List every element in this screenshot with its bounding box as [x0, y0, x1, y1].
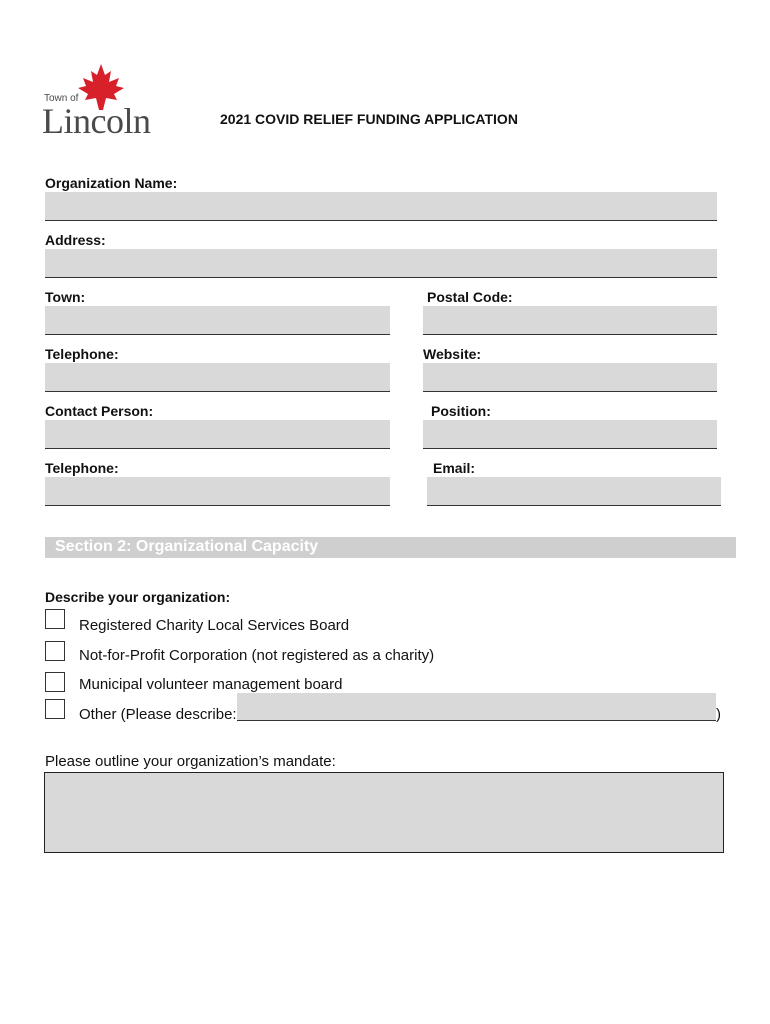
contact-person-label: Contact Person: [45, 403, 154, 419]
municipal-board-checkbox[interactable] [45, 672, 65, 692]
telephone-field[interactable] [45, 363, 390, 392]
address-field[interactable] [45, 249, 717, 278]
section-2-header [45, 537, 736, 558]
position-label: Position: [431, 403, 491, 419]
other-describe-field[interactable] [237, 693, 716, 721]
email-label: Email: [433, 460, 476, 476]
not-for-profit-checkbox[interactable] [45, 641, 65, 661]
mandate-textarea[interactable] [44, 772, 724, 853]
contact-person-field[interactable] [45, 420, 390, 449]
website-label: Website: [423, 346, 482, 362]
contact-telephone-label: Telephone: [45, 460, 119, 476]
town-field[interactable] [45, 306, 390, 335]
registered-charity-option-label: Registered Charity Local Services Board [79, 617, 350, 634]
other-option-label: Other (Please describe: [79, 706, 237, 723]
municipal-board-option-label: Municipal volunteer management board [79, 676, 343, 693]
address-label: Address: [45, 232, 106, 248]
mandate-label: Please outline your organization’s mandate: [45, 753, 336, 770]
section-2-title: Section 2: Organizational Capacity [55, 538, 319, 555]
telephone-label: Telephone: [45, 346, 119, 362]
registered-charity-checkbox[interactable] [45, 609, 65, 629]
other-close-paren: ) [716, 706, 721, 723]
logo-wordmark: Lincoln [42, 101, 151, 141]
town-logo [44, 62, 194, 142]
town-label: Town: [45, 289, 86, 305]
postal-code-field[interactable] [423, 306, 717, 335]
other-checkbox[interactable] [45, 699, 65, 719]
describe-organization-label: Describe your organization: [45, 589, 231, 605]
contact-telephone-field[interactable] [45, 477, 390, 506]
logo-small-text: Town of [44, 93, 79, 104]
organization-name-field[interactable] [45, 192, 717, 221]
organization-name-label: Organization Name: [45, 175, 178, 191]
postal-code-label: Postal Code: [427, 289, 513, 305]
not-for-profit-option-label: Not-for-Profit Corporation (not registered as a charity) [79, 647, 435, 664]
email-field[interactable] [427, 477, 721, 506]
page-title: 2021 COVID RELIEF FUNDING APPLICATION [220, 111, 518, 127]
website-field[interactable] [423, 363, 717, 392]
position-field[interactable] [423, 420, 717, 449]
